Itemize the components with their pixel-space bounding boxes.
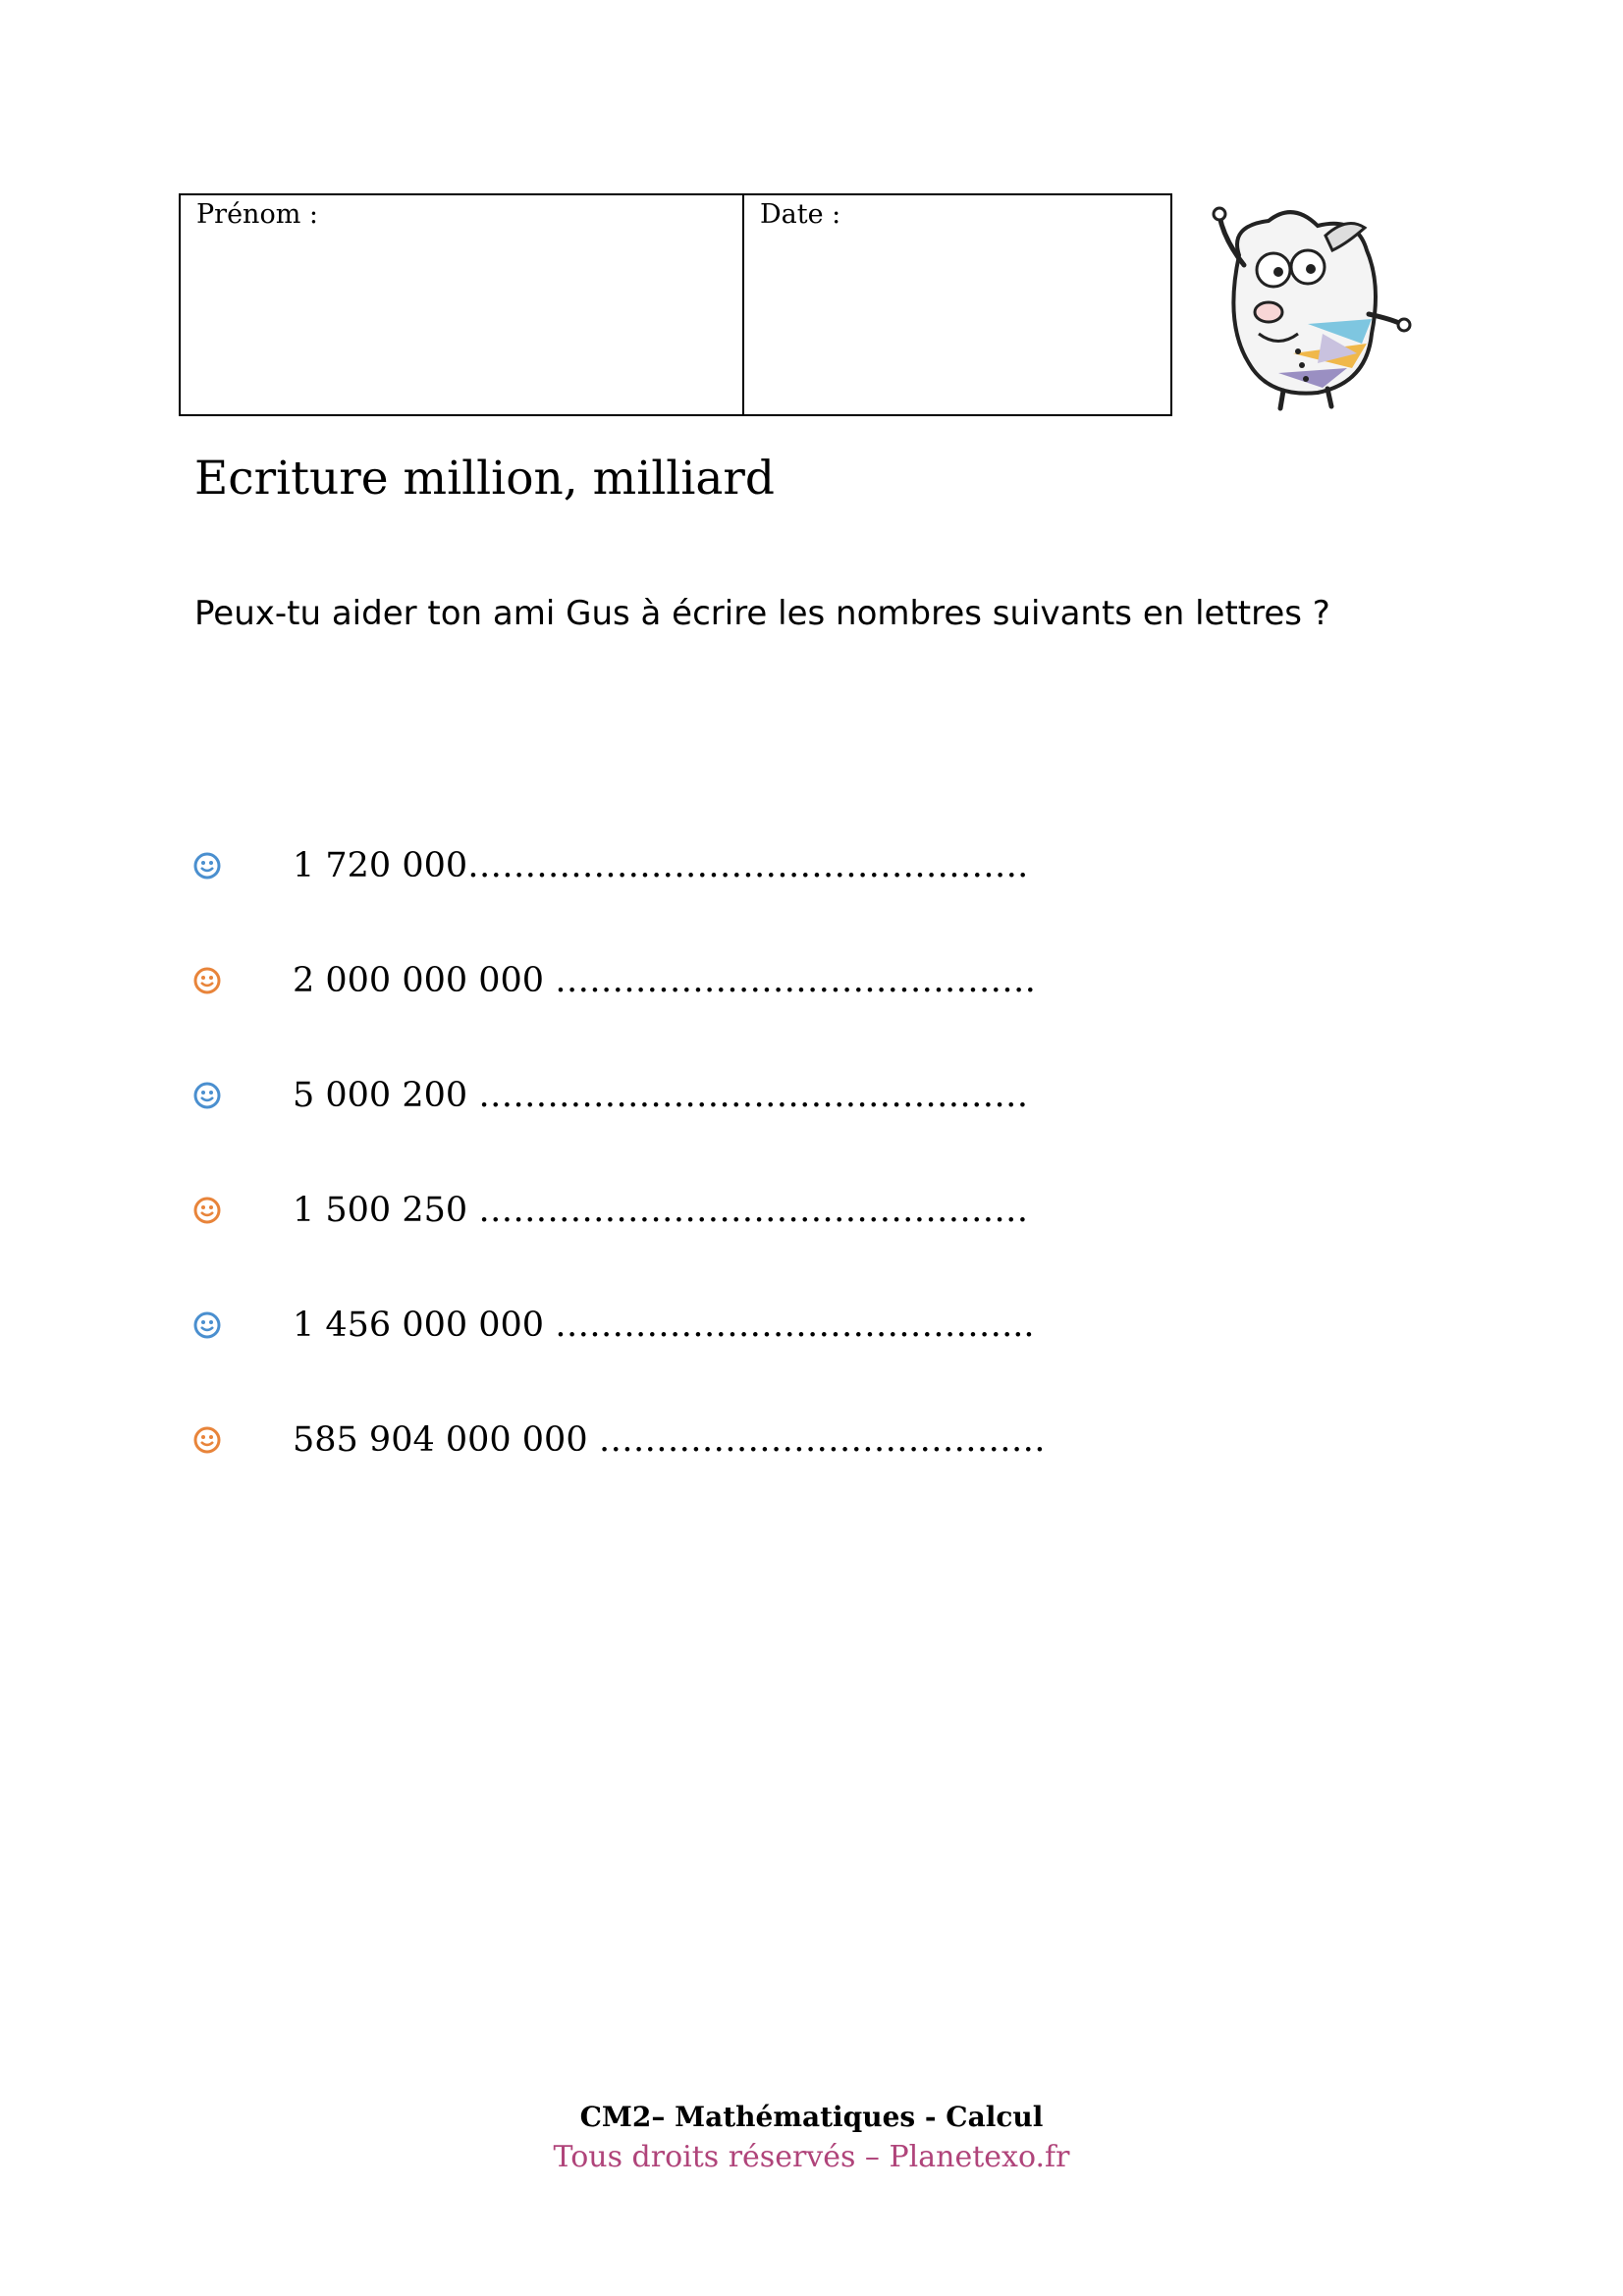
header-table xyxy=(179,193,1172,416)
exercise-text: 5 000 200 ………………………………………… xyxy=(293,1076,1029,1115)
exercise-text: 585 904 000 000 ………………………………… xyxy=(293,1420,1046,1460)
smiley-icon xyxy=(192,1081,222,1110)
exercise-text: 2 000 000 000 …………………………………… xyxy=(293,961,1037,1000)
smiley-icon xyxy=(192,1196,222,1225)
smiley-icon xyxy=(192,966,222,995)
exercise-item[interactable] xyxy=(192,961,1174,1076)
smiley-icon xyxy=(192,851,222,881)
page-title: Ecriture million, milliard xyxy=(194,452,775,506)
footer-subject: CM2– Mathématiques - Calcul xyxy=(579,2101,1044,2133)
exercise-item[interactable] xyxy=(192,1191,1174,1306)
footer-rights: Tous droits réservés – Planetexo.fr xyxy=(553,2140,1070,2174)
smiley-icon xyxy=(192,1310,222,1340)
date-cell[interactable] xyxy=(744,195,1170,414)
exercise-text: 1 456 000 000 …………………………………... xyxy=(293,1306,1035,1345)
exercise-item[interactable] xyxy=(192,1076,1174,1191)
exercise-text: 1 720 000…………………………………………. xyxy=(293,846,1029,885)
prenom-cell[interactable] xyxy=(181,195,744,414)
exercise-item[interactable] xyxy=(192,846,1174,961)
exercise-list xyxy=(192,846,1174,1535)
exercise-item[interactable] xyxy=(192,1306,1174,1420)
sheep-mascot-icon xyxy=(1200,196,1418,414)
instruction-text: Peux-tu aider ton ami Gus à écrire les nombres suivants en lettres ? xyxy=(194,594,1330,633)
prenom-label: Prénom : xyxy=(196,199,318,230)
date-label: Date : xyxy=(760,199,841,230)
exercise-text: 1 500 250 ………………………………………… xyxy=(293,1191,1029,1230)
smiley-icon xyxy=(192,1425,222,1455)
exercise-item[interactable] xyxy=(192,1420,1174,1535)
